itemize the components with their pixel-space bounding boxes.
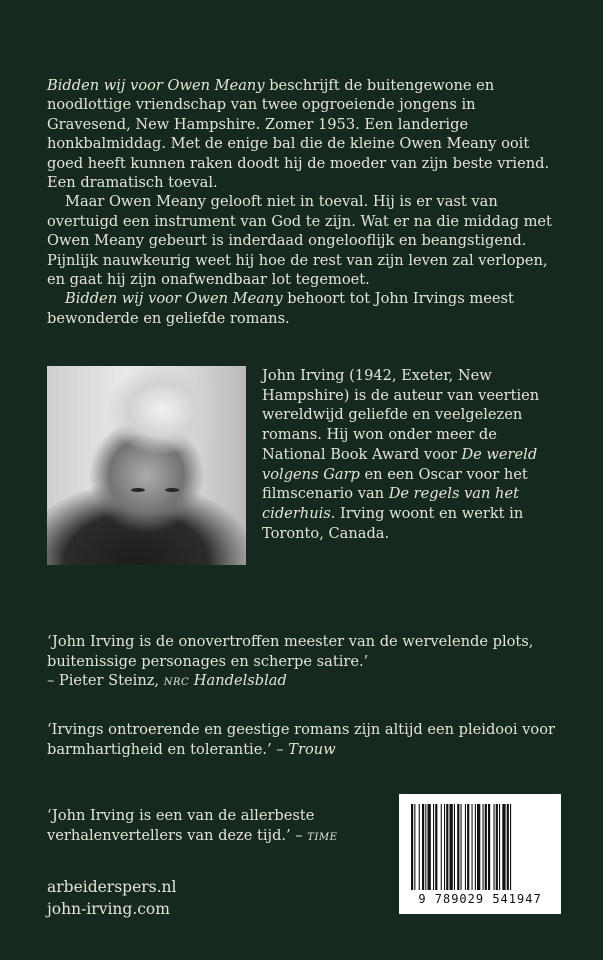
quote-text: ‘Irvings ontroerende en geestige romans zijn altijd een pleidooi voor barmhartigheid en tolerantie.’ xyxy=(47,721,555,758)
quote-source: Trouw xyxy=(288,740,336,758)
barcode-bar xyxy=(475,804,476,890)
barcode-bar xyxy=(446,804,448,890)
publisher-links xyxy=(47,876,177,920)
barcode-bar xyxy=(510,804,511,890)
author-photo-eye xyxy=(131,488,145,492)
isbn-number: 9 789029 541947 xyxy=(418,892,542,906)
barcode-bar xyxy=(414,804,415,890)
barcode-bar xyxy=(425,804,426,890)
bio-book-title: De regels van het ciderhuis xyxy=(262,485,519,522)
barcode-bar xyxy=(433,804,434,890)
quote-source: Handelsblad xyxy=(189,672,287,690)
barcode-bar xyxy=(485,804,487,890)
barcode-bar xyxy=(494,804,495,890)
barcode-bar xyxy=(488,804,490,890)
book-blurb xyxy=(47,76,559,328)
author-photo xyxy=(47,366,246,565)
barcode-bar xyxy=(461,804,462,890)
barcode-bar xyxy=(502,804,505,890)
barcode xyxy=(399,794,561,914)
barcode-bar xyxy=(465,804,466,890)
quote-text: ‘John Irving is de onovertroffen meester van de wervelende plots, buitenissige personages en scherpe satire.’ xyxy=(47,633,534,670)
bio-text: en een Oscar voor het filmscenario van xyxy=(262,465,528,503)
barcode-bar xyxy=(441,804,442,890)
bio-text: . Irving woont en werkt in Toronto, Canada. xyxy=(262,504,524,542)
book-title: Bidden wij voor Owen Meany xyxy=(47,77,265,94)
barcode-bar xyxy=(499,804,500,890)
review-quote-1 xyxy=(47,632,567,691)
quote-source: time xyxy=(307,826,338,844)
barcode-bar xyxy=(411,804,413,890)
author-bio xyxy=(262,366,562,543)
barcode-bar xyxy=(457,804,459,890)
barcode-bar xyxy=(428,804,431,890)
barcode-bar xyxy=(419,804,420,890)
blurb-paragraph-2: Maar Owen Meany gelooft niet in toeval. Hij is er vast van overtuigd een instrument van God te zijn. Wat er na die middag met Owen Meany gebeurt is inderdaad ongelooflijk en beangstigend. Pijnlijk nauwkeurig weet hij hoe de rest van zijn leven zal verlopen, en gaat hij zijn onafwendbaar lot tegemoet. xyxy=(47,193,552,289)
blurb-text: beschrijft de buitengewone en noodlottige vriendschap van twee opgroeiende jongens in Gravesend, New Hampshire. Zomer 1953. Een landerige honkbalmiddag. Met de enige bal die de kleine Owen Meany ooit goed heeft kunnen raken doodt hij de moeder van zijn beste vriend. Een dramatisch toeval. xyxy=(47,77,550,192)
bio-text: John Irving (1942, Exeter, New Hampshire) is de auteur van veertien wereldwijd geliefde en veelgelezen romans. Hij won onder meer de National Book Award voor xyxy=(262,367,540,463)
barcode-bars xyxy=(409,804,551,890)
blurb-text: behoort tot John Irvings meest bewonderde en geliefde romans. xyxy=(47,290,514,327)
barcode-bar xyxy=(454,804,455,890)
bio-book-title: De wereld volgens Garp xyxy=(262,445,538,483)
barcode-bar xyxy=(507,804,509,890)
review-quote-3 xyxy=(47,806,387,845)
barcode-bar xyxy=(450,804,453,890)
author-photo-eye xyxy=(165,488,179,492)
barcode-bar xyxy=(435,804,437,890)
blurb-paragraph-3 xyxy=(47,289,559,328)
quote-attribution: – xyxy=(271,740,289,758)
quote-attribution: – xyxy=(290,826,308,844)
barcode-bar xyxy=(472,804,473,890)
quote-attribution: – Pieter Steinz, xyxy=(47,672,164,690)
blurb-paragraph-1 xyxy=(47,76,559,192)
barcode-bar xyxy=(483,804,484,890)
review-quote-2 xyxy=(47,720,567,759)
book-title: Bidden wij voor Owen Meany xyxy=(65,290,283,308)
quote-source: nrc xyxy=(163,672,190,690)
barcode-bar xyxy=(496,804,498,890)
barcode-bar xyxy=(444,804,445,890)
barcode-bar xyxy=(422,804,424,890)
barcode-bar xyxy=(477,804,480,890)
barcode-bar xyxy=(467,804,469,890)
publisher-website-link[interactable]: arbeiderspers.nl xyxy=(47,878,177,896)
author-website-link[interactable]: john-irving.com xyxy=(47,900,170,918)
quote-text: ‘John Irving is een van de allerbeste verhalenvertellers van deze tijd.’ xyxy=(47,807,315,844)
